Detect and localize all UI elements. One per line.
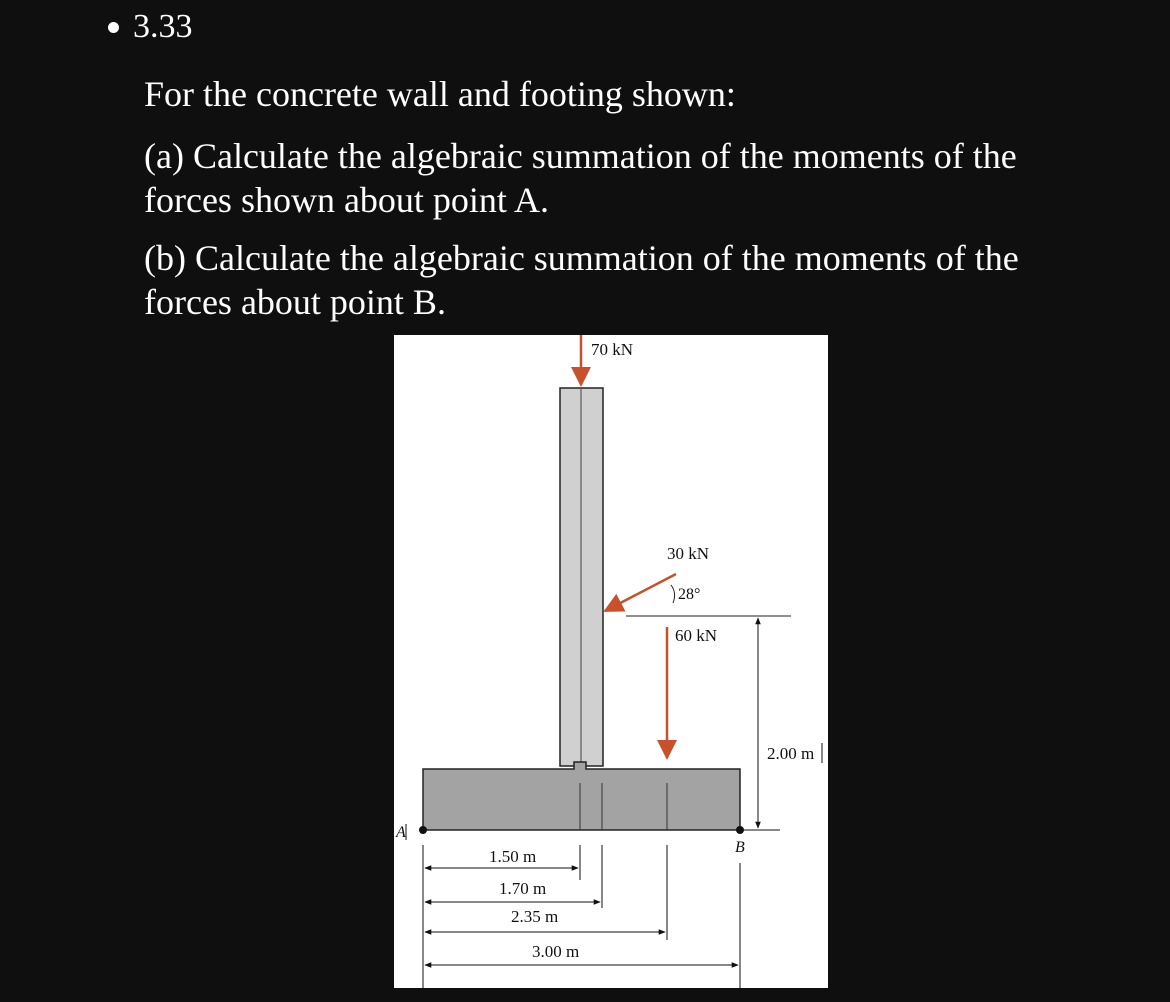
problem-part-a: (a) Calculate the algebraic summation of the moments of the forces shown about point A. (144, 136, 1017, 220)
force-30kn-label: 30 kN (667, 544, 710, 563)
force-60kn-label: 60 kN (675, 626, 718, 645)
angle-label: 28° (678, 586, 701, 603)
wall-footing-figure (394, 335, 828, 988)
angle-arc (671, 585, 675, 603)
dim-label-3-00: 3.00 m (532, 942, 580, 961)
dim-label-2-35: 2.35 m (511, 907, 559, 926)
point-b-marker (736, 826, 744, 834)
dim-label-1-70: 1.70 m (499, 879, 547, 898)
problem-intro: For the concrete wall and footing shown: (144, 74, 736, 114)
problem-number-text: 3.33 (133, 8, 193, 45)
footing (423, 762, 740, 830)
force-70kn-label: 70 kN (591, 340, 634, 359)
figure-svg (394, 335, 828, 988)
point-a-label: A (396, 824, 406, 841)
force-30kn-arrow (605, 574, 676, 611)
problem-part-b: (b) Calculate the algebraic summation of the moments of the forces about point B. (144, 238, 1019, 322)
point-a-marker (419, 826, 427, 834)
height-dimension-label: 2.00 m (767, 744, 815, 763)
problem-number (108, 8, 193, 46)
bullet-icon (108, 22, 119, 33)
point-b-label: B (735, 839, 745, 856)
dim-label-1-50: 1.50 m (489, 847, 537, 866)
